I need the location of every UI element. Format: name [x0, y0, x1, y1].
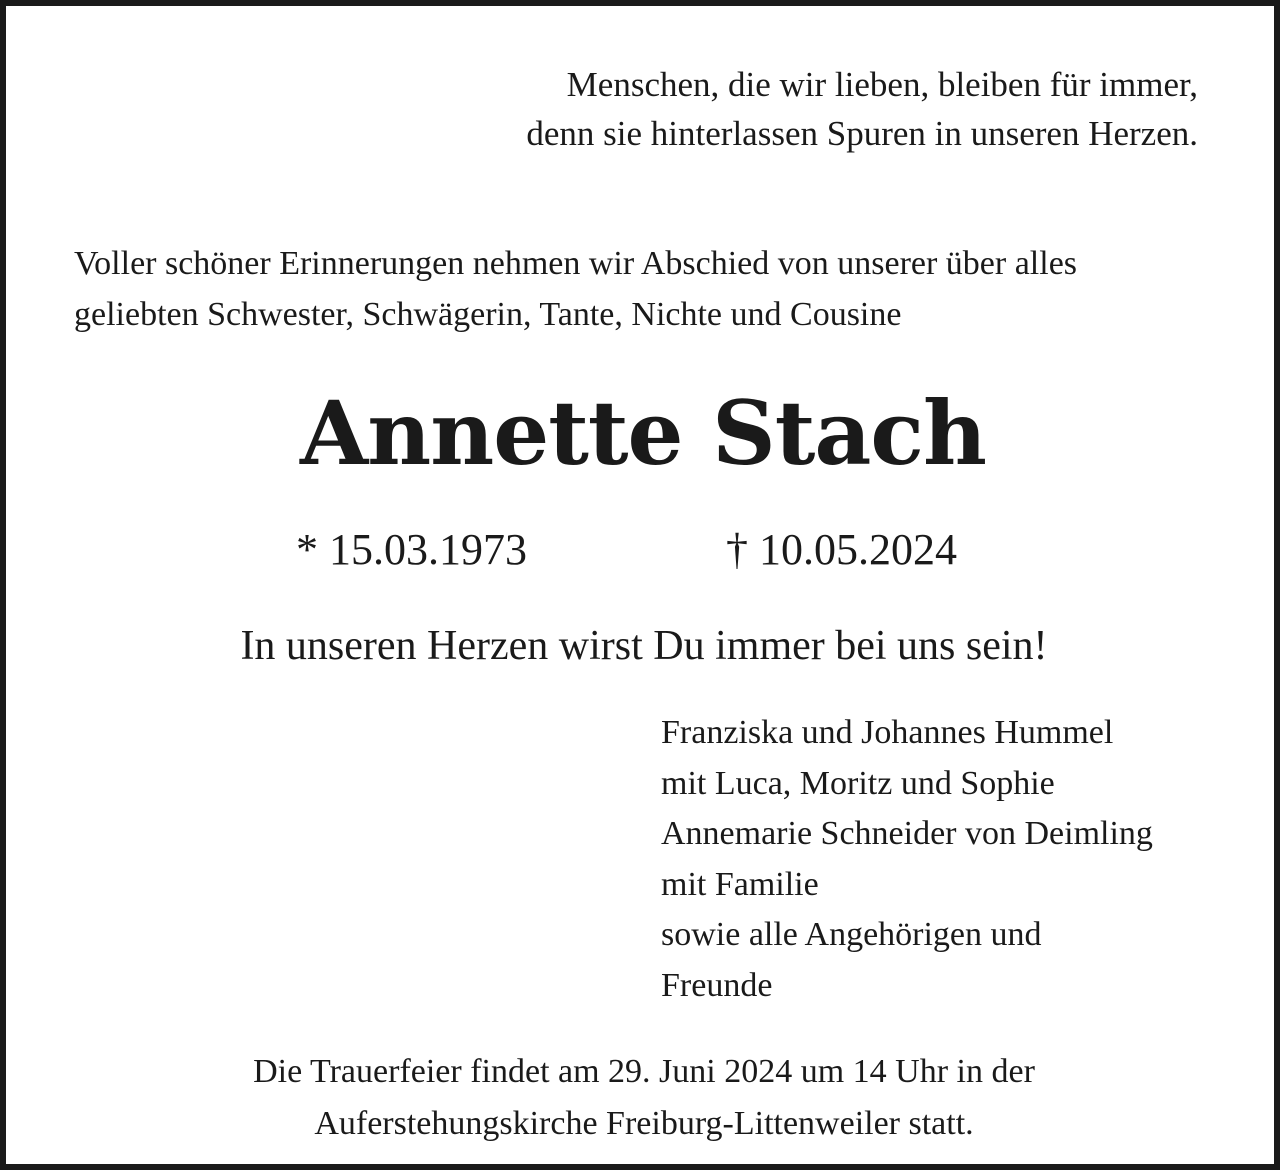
service-line: Auferstehungskirche Freiburg-Littenweiler statt.	[314, 1105, 974, 1142]
mourner-line: sowie alle Angehörigen und	[661, 916, 1042, 953]
deceased-name: Annette Stach	[300, 381, 986, 485]
birth-date: * 15.03.1973	[296, 525, 527, 574]
motto-line: denn sie hinterlassen Spuren in unseren Herzen.	[526, 114, 1198, 153]
mourner-line: mit Familie	[661, 865, 819, 903]
farewell-line: In unseren Herzen wirst Du immer bei uns sein!	[240, 623, 1048, 669]
mourners-list	[661, 708, 1153, 1011]
mourner-line: Annemarie Schneider von Deimling	[661, 815, 1153, 852]
mourner-line: Freunde	[661, 966, 773, 1004]
intro-line: geliebten Schwester, Schwägerin, Tante, Nichte und Cousine	[74, 296, 902, 333]
motto-line: Menschen, die wir lieben, bleiben für immer,	[566, 65, 1198, 104]
intro-text	[74, 238, 1224, 340]
mourner-line: mit Luca, Moritz und Sophie	[661, 764, 1055, 802]
mourner-line: Franziska und Johannes Hummel	[661, 714, 1114, 751]
death-date: † 10.05.2024	[726, 525, 957, 574]
intro-line: Voller schöner Erinnerungen nehmen wir Abschied von unserer über alles	[74, 245, 1078, 282]
motto-quote	[526, 60, 1198, 158]
service-line: Die Trauerfeier findet am 29. Juni 2024 um 14 Uhr in der	[253, 1053, 1035, 1090]
service-info	[6, 1046, 1280, 1150]
